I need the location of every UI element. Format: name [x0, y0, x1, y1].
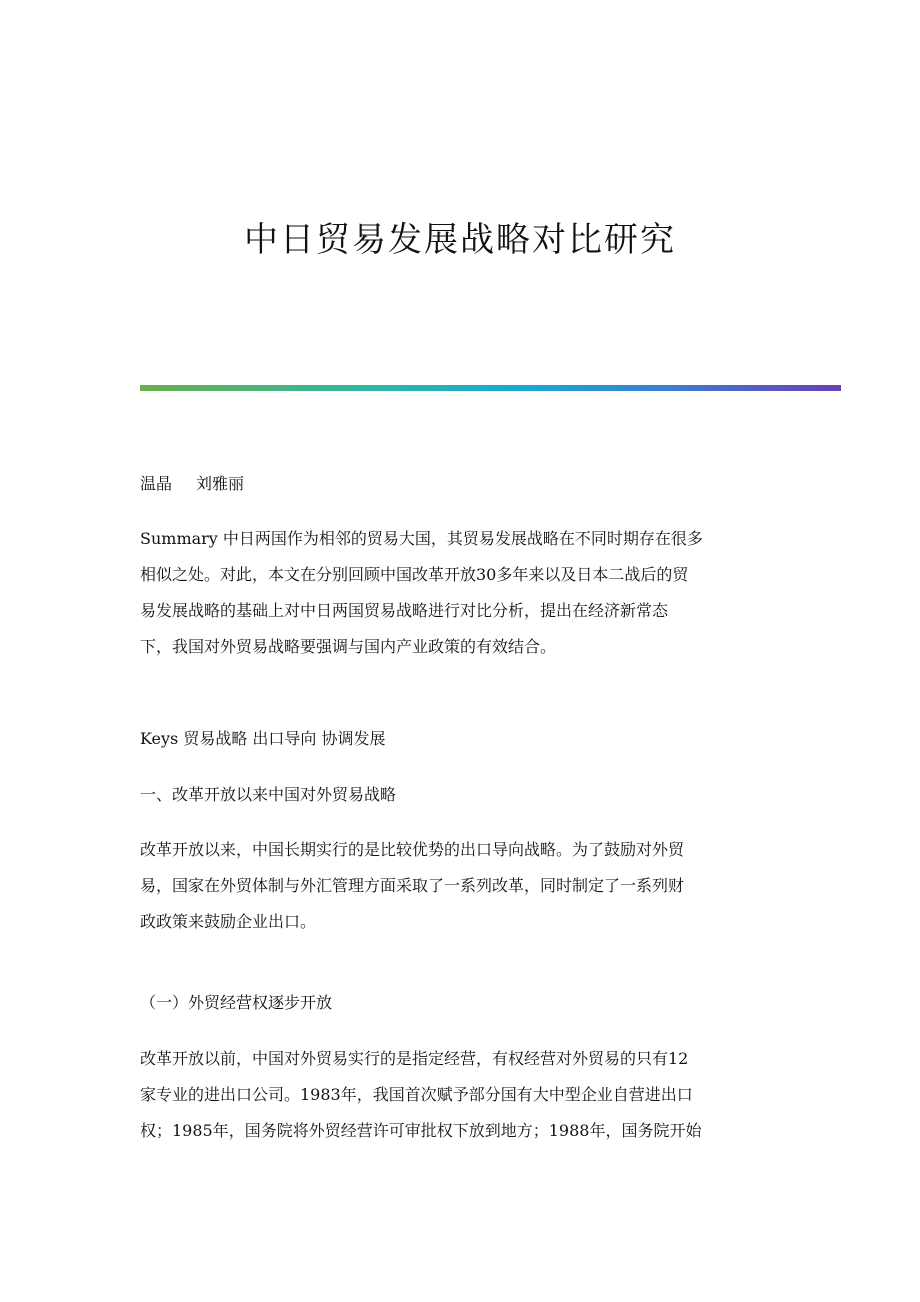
paragraph-line: 改革开放以前，中国对外贸易实行的是指定经营，有权经营对外贸易的只有12 — [140, 1049, 689, 1068]
paragraph-line: 政政策来鼓励企业出口。 — [140, 912, 317, 931]
subsection-paragraph — [140, 1041, 790, 1149]
author-name: 温晶 — [140, 474, 173, 493]
summary-line: 易发展战略的基础上对中日两国贸易战略进行对比分析，提出在经济新常态 — [140, 601, 669, 620]
author-line — [140, 466, 790, 502]
document-title: 中日贸易发展战略对比研究 — [244, 220, 676, 260]
author-name: 刘雅丽 — [196, 474, 245, 493]
paragraph-line: 改革开放以来，中国长期实行的是比较优势的出口导向战略。为了鼓励对外贸 — [140, 840, 685, 859]
section-paragraph — [140, 832, 790, 940]
paragraph-line: 家专业的进出口公司。1983年，我国首次赋予部分国有大中型企业自营进出口 — [140, 1085, 693, 1104]
title-divider — [140, 385, 841, 391]
summary-line: 相似之处。对此，本文在分别回顾中国改革开放30多年来以及日本二战后的贸 — [140, 565, 689, 584]
subsection-heading: （一）外贸经营权逐步开放 — [140, 993, 333, 1012]
paragraph-line: 易，国家在外贸体制与外汇管理方面采取了一系列改革，同时制定了一系列财 — [140, 876, 685, 895]
section-heading: 一、改革开放以来中国对外贸易战略 — [140, 785, 397, 804]
keywords-line: Keys 贸易战略 出口导向 协调发展 — [140, 729, 386, 748]
summary-line: Summary 中日两国作为相邻的贸易大国，其贸易发展战略在不同时期存在很多 — [140, 529, 703, 548]
summary-paragraph — [140, 521, 790, 665]
summary-line: 下，我国对外贸易战略要强调与国内产业政策的有效结合。 — [140, 637, 557, 656]
paragraph-line: 权；1985年，国务院将外贸经营许可审批权下放到地方；1988年，国务院开始 — [140, 1121, 702, 1140]
